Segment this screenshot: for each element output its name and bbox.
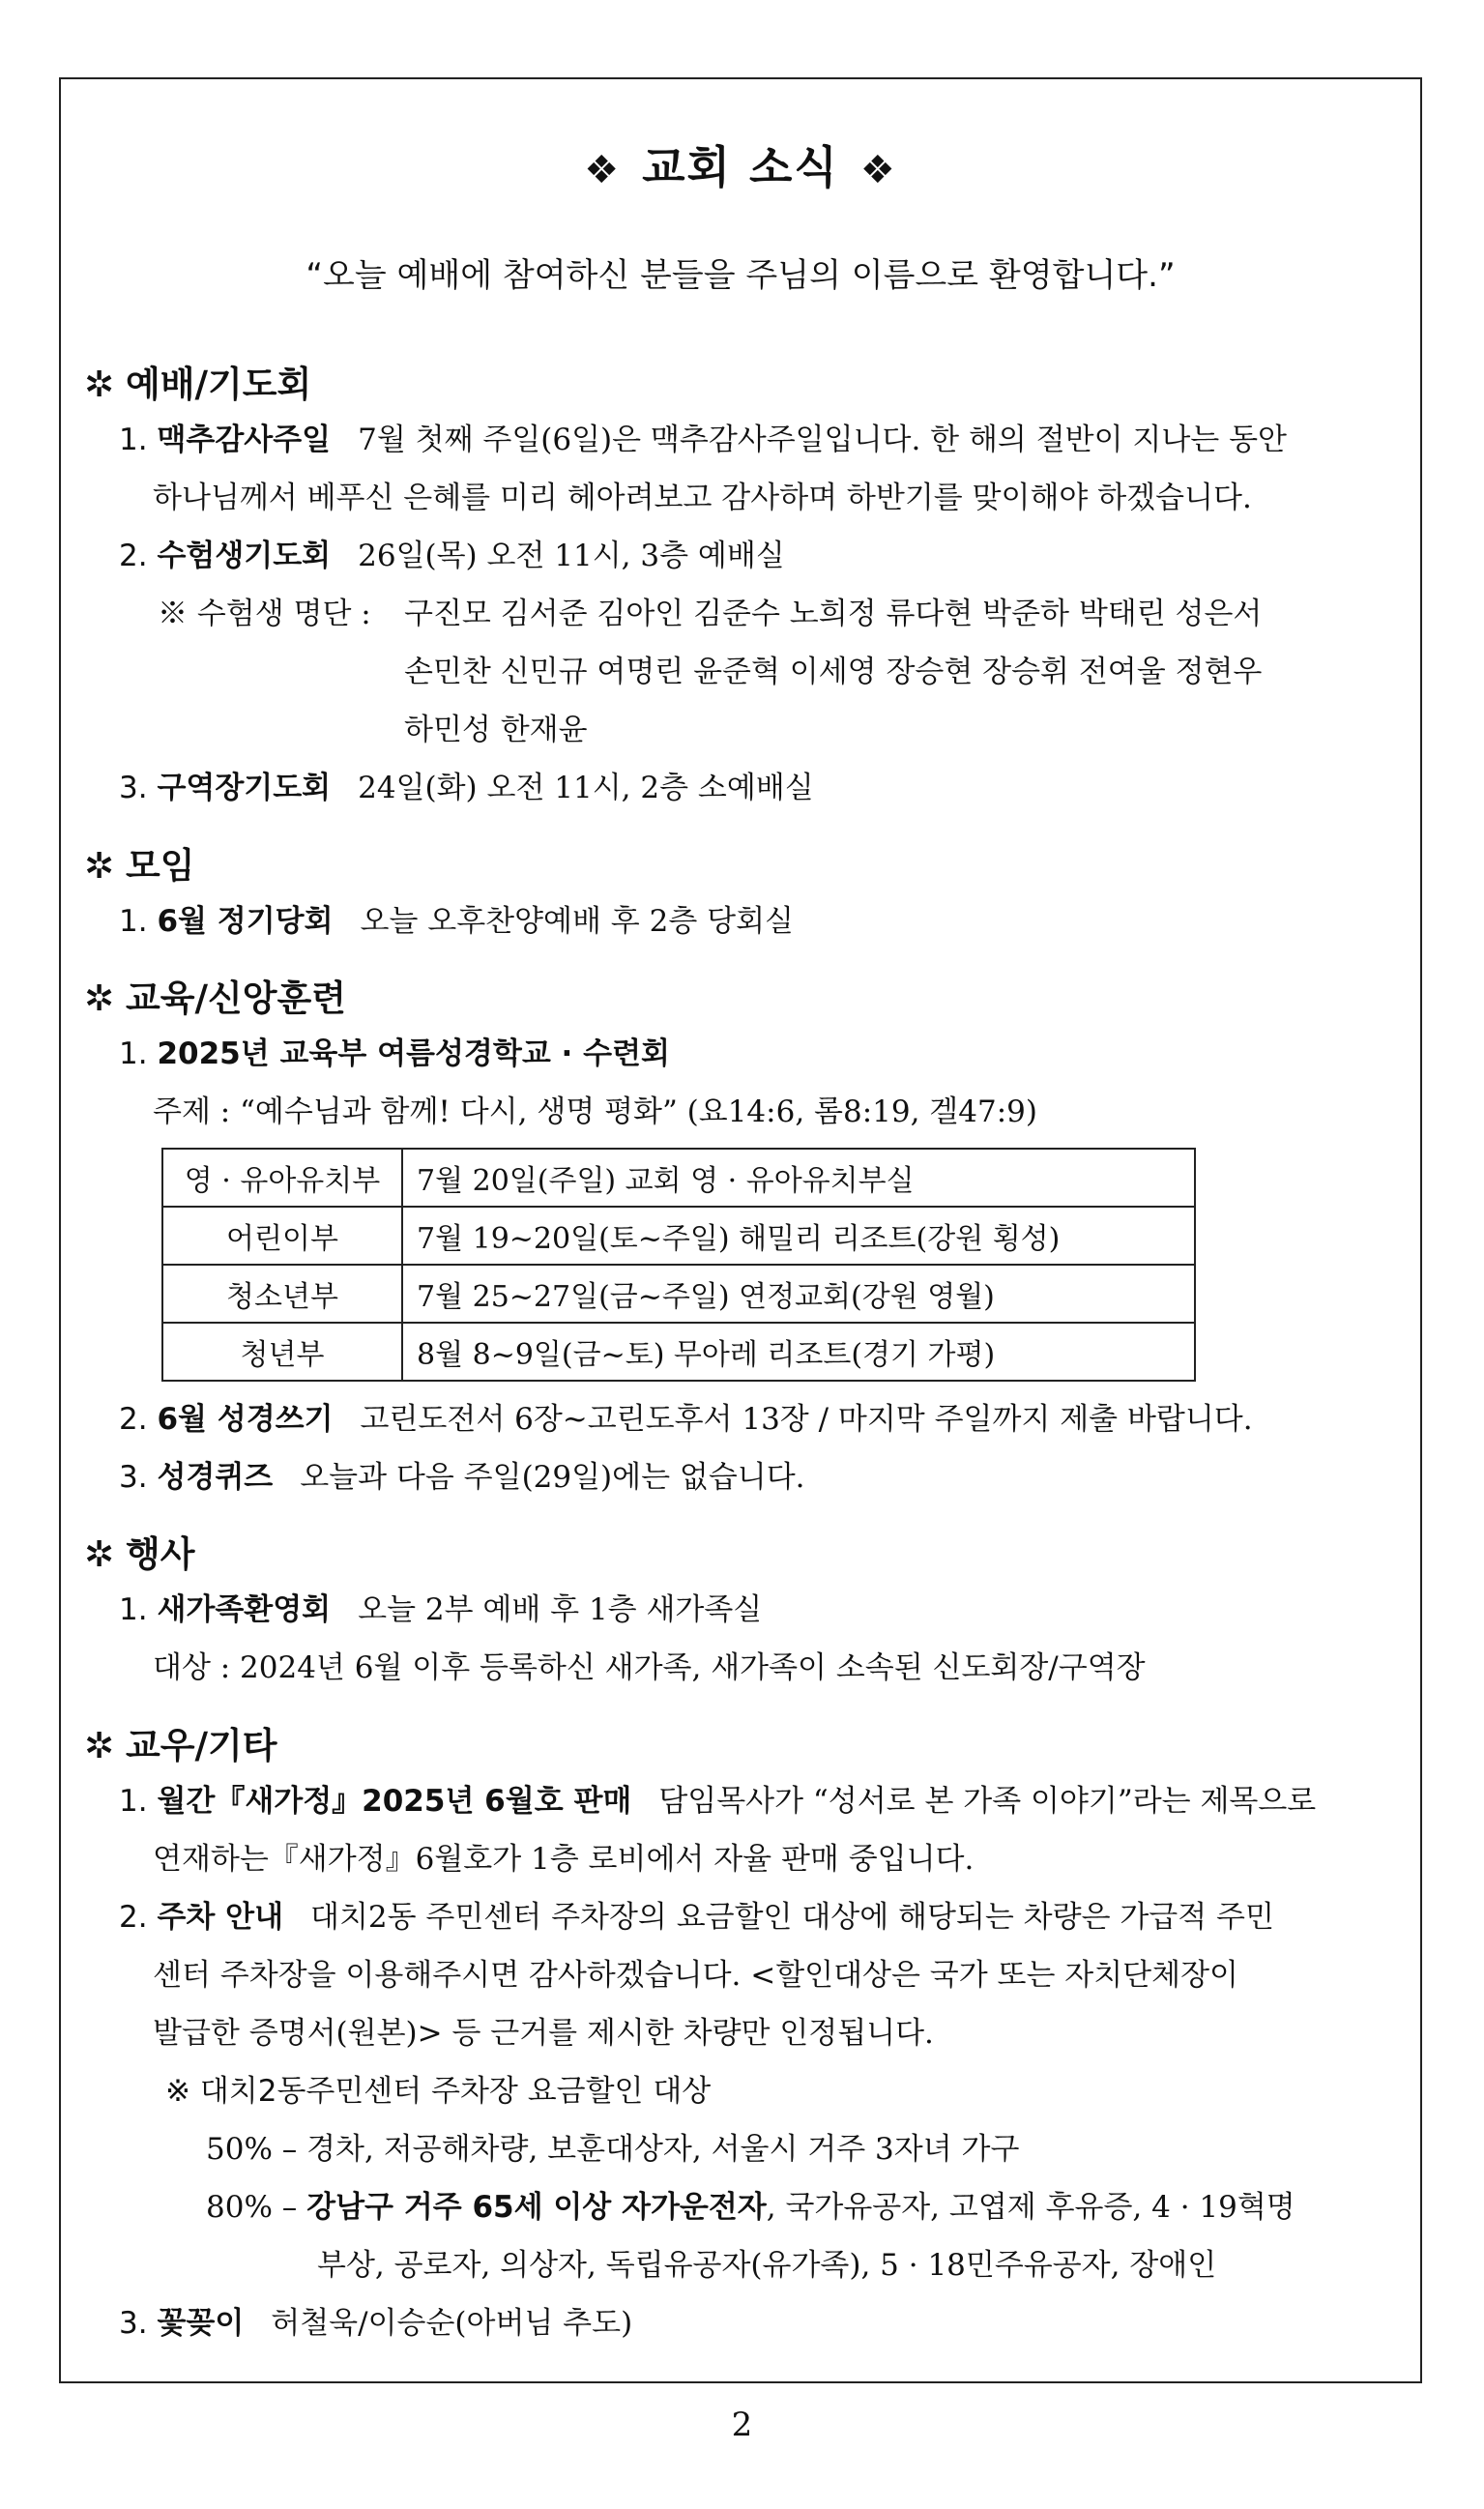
diamond-icon-left: ❖ xyxy=(584,148,622,192)
education-item-1: 1. 2025년 교육부 여름성경학교 · 수련회 xyxy=(119,1036,670,1071)
diamond-icon-right: ❖ xyxy=(859,148,897,192)
star-icon: ✲ xyxy=(84,1533,115,1575)
section-heading-worship: ✲ 예배/기도회 xyxy=(84,364,312,405)
worship-item-1-cont: 하나님께서 베푸신 은혜를 미리 헤아려보고 감사하며 하반기를 맞이해야 하겠습니다. xyxy=(153,481,1252,515)
table-cell-info: 8월 8~9일(금~토) 무아레 리조트(경기 가평) xyxy=(402,1323,1195,1381)
section-heading-education: ✲ 교육/신앙훈련 xyxy=(84,977,346,1019)
table-row xyxy=(162,1265,1195,1323)
parking-rate-80-cont: 부상, 공로자, 의상자, 독립유공자(유가족), 5 · 18민주유공자, 장애인 xyxy=(317,2248,1217,2283)
table-row xyxy=(162,1323,1195,1381)
other-item-2-cont-2: 발급한 증명서(원본)> 등 근거를 제시한 차량만 인정됩니다. xyxy=(153,2016,934,2051)
other-item-1-cont: 연재하는『새가정』6월호가 1층 로비에서 자율 판매 중입니다. xyxy=(153,1842,975,1877)
bulletin-frame xyxy=(59,77,1422,2383)
table-cell-info: 7월 19~20일(토~주일) 해밀리 리조트(강원 횡성) xyxy=(402,1207,1195,1265)
section-heading-other: ✲ 교우/기타 xyxy=(84,1725,277,1766)
examinee-list-line-3: 하민성 한재윤 xyxy=(404,713,588,747)
other-item-3: 3. 꽃꽂이 허철욱/이승순(아버님 추도) xyxy=(119,2306,633,2341)
event-target: 대상 : 2024년 6월 이후 등록하신 새가족, 새가족이 소속된 신도회장/구역장 xyxy=(153,1650,1146,1685)
title-text: 교회 소식 xyxy=(642,141,839,193)
worship-item-1: 1. 맥추감사주일 7월 첫째 주일(6일)은 맥추감사주일입니다. 한 해의 절반이 지나는 동안 xyxy=(119,423,1287,457)
star-icon: ✲ xyxy=(84,845,115,887)
star-icon: ✲ xyxy=(84,977,115,1019)
parking-discount-note: ※ 대치2동주민센터 주차장 요금할인 대상 xyxy=(165,2074,712,2109)
page-number: 2 xyxy=(731,2406,753,2444)
table-cell-dept: 청소년부 xyxy=(162,1265,402,1323)
star-icon: ✲ xyxy=(84,1725,115,1766)
other-item-1: 1. 월간『새가정』2025년 6월호 판매 담임목사가 “성서로 본 가족 이야기”라는 제목으로 xyxy=(119,1784,1317,1819)
worship-item-3: 3. 구역장기도회 24일(화) 오전 11시, 2층 소예배실 xyxy=(119,771,814,805)
table-cell-dept: 청년부 xyxy=(162,1323,402,1381)
section-heading-event: ✲ 행사 xyxy=(84,1533,195,1575)
meeting-item-1: 1. 6월 정기당회 오늘 오후찬양예배 후 2층 당회실 xyxy=(119,904,794,939)
table-cell-dept: 영 · 유아유치부 xyxy=(162,1149,402,1207)
other-item-2-cont-1: 센터 주차장을 이용해주시면 감사하겠습니다. <할인대상은 국가 또는 자치단체장이 xyxy=(153,1958,1238,1993)
education-schedule-table xyxy=(161,1148,1196,1382)
table-row xyxy=(162,1207,1195,1265)
education-item-2: 2. 6월 성경쓰기 고린도전서 6장~고린도후서 13장 / 마지막 주일까지 제출 바랍니다. xyxy=(119,1402,1253,1437)
worship-item-2: 2. 수험생기도회 26일(목) 오전 11시, 3층 예배실 xyxy=(119,539,785,573)
star-icon: ✲ xyxy=(84,364,115,405)
table-cell-dept: 어린이부 xyxy=(162,1207,402,1265)
section-heading-meeting: ✲ 모임 xyxy=(84,845,195,887)
table-cell-info: 7월 20일(주일) 교회 영 · 유아유치부실 xyxy=(402,1149,1195,1207)
parking-rate-80: 80% – 강남구 거주 65세 이상 자가운전자, 국가유공자, 고엽제 후유증, 4 · 19혁명 xyxy=(206,2190,1295,2225)
examinee-list-line-1: 구진모 김서준 김아인 김준수 노희정 류다현 박준하 박태린 성은서 xyxy=(404,597,1263,631)
welcome-message: “오늘 예배에 참여하신 분들을 주님의 이름으로 환영합니다.” xyxy=(306,256,1176,295)
event-item-1: 1. 새가족환영회 오늘 2부 예배 후 1층 새가족실 xyxy=(119,1592,763,1627)
other-item-2: 2. 주차 안내 대치2동 주민센터 주차장의 요금할인 대상에 해당되는 차량은 가급적 주민 xyxy=(119,1900,1274,1935)
parking-rate-50: 50% – 경차, 저공해차량, 보훈대상자, 서울시 거주 3자녀 가구 xyxy=(206,2132,1020,2167)
table-row xyxy=(162,1149,1195,1207)
table-cell-info: 7월 25~27일(금~주일) 연정교회(강원 영월) xyxy=(402,1265,1195,1323)
education-item-3: 3. 성경퀴즈 오늘과 다음 주일(29일)에는 없습니다. xyxy=(119,1460,805,1495)
examinee-list-line-2: 손민찬 신민규 여명린 윤준혁 이세영 장승현 장승휘 전여울 정현우 xyxy=(404,655,1263,689)
page-title xyxy=(61,132,1420,196)
education-theme: 주제 : “예수님과 함께! 다시, 생명 평화” (요14:6, 롬8:19, 겔47:9) xyxy=(153,1094,1037,1129)
examinee-list-label: ※ 수험생 명단 : xyxy=(158,597,371,631)
